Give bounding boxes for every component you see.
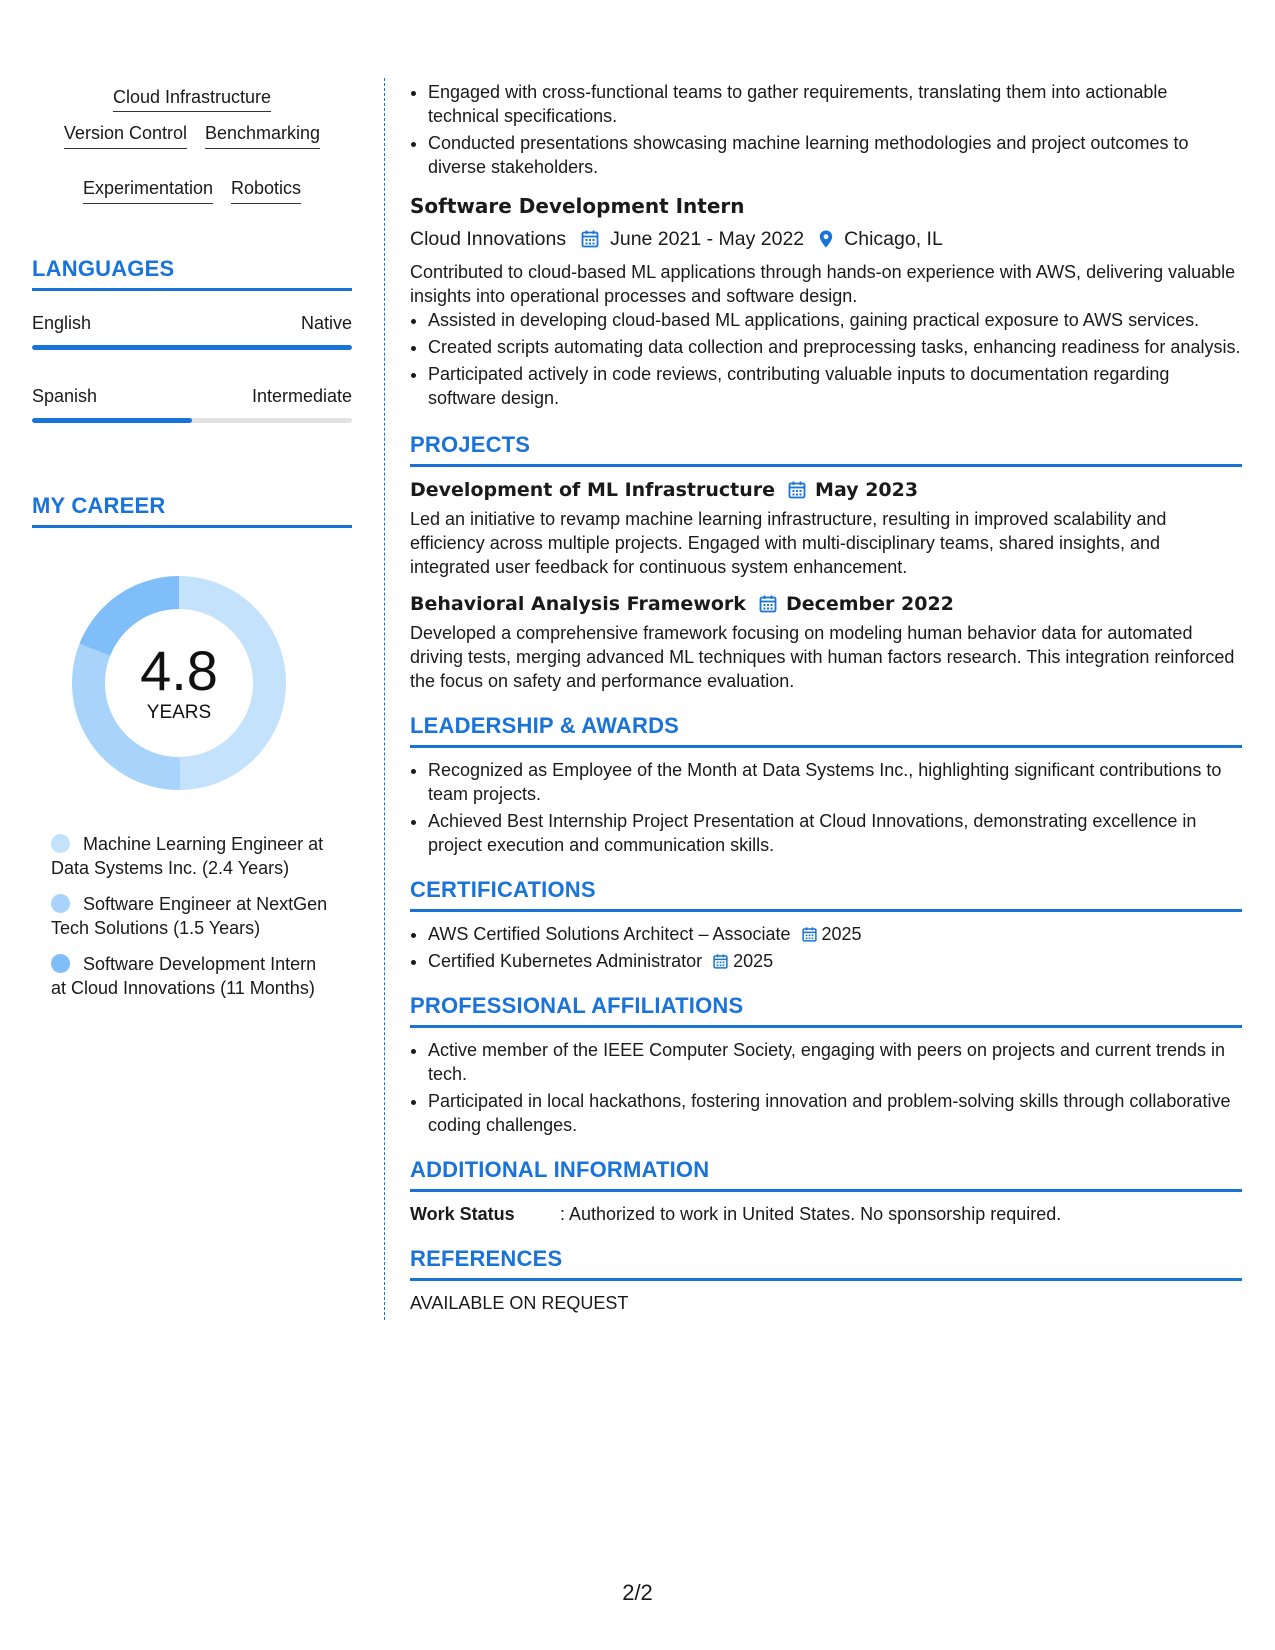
list-item: • Engaged with cross-functional teams to gather requirements, translating them into actionable technical specifications. <box>428 80 1242 128</box>
project-description: Developed a comprehensive framework focusing on modeling human behavior data for automated driving tests, merging advanced ML techniques with human factors research. This integration reinforced the focus on safety and performance evaluation. <box>410 623 1235 691</box>
skill-tag: Experimentation <box>83 177 213 204</box>
legend-item <box>51 832 331 880</box>
cert-name: • Certified Kubernetes Administrator <box>428 951 703 971</box>
calendar-icon <box>712 953 729 970</box>
legend-label: Software Development Intern at Cloud Innovations (11 Months) <box>51 954 317 998</box>
job-title: Software Development Intern <box>410 194 745 218</box>
leadership-section <box>410 713 1242 857</box>
list-item: • Achieved Best Internship Project Presentation at Cloud Innovations, demonstrating excellence in project execution and communication skills. <box>428 809 1242 857</box>
job-summary: Contributed to cloud-based ML applications through hands-on experience with AWS, delivering valuable insights into operational processes and software design. <box>410 262 1236 306</box>
certifications-list <box>410 922 1242 973</box>
project-header <box>410 477 1242 503</box>
language-level: Intermediate <box>251 386 352 406</box>
language-bar-fill <box>32 418 192 423</box>
career-total-value: 4.8 <box>140 639 218 702</box>
project-name: Behavioral Analysis Framework <box>410 593 746 615</box>
list-item: • Assisted in developing cloud-based ML applications, gaining practical exposure to AWS services. <box>428 308 1242 332</box>
list-item: • Participated in local hackathons, fostering innovation and problem-solving skills through collaborative coding challenges. <box>428 1089 1242 1137</box>
page-number: 2/2 <box>622 1580 653 1605</box>
career-heading: MY CAREER <box>32 493 352 528</box>
career-section <box>32 493 352 1000</box>
cert-year: 2025 <box>733 951 774 971</box>
project-header <box>410 591 1242 617</box>
cert-name: • AWS Certified Solutions Architect – Associate <box>428 924 791 944</box>
legend-dot <box>51 954 70 973</box>
languages-heading: LANGUAGES <box>32 256 352 291</box>
language-level: Native <box>300 313 352 333</box>
affiliations-list <box>410 1038 1242 1137</box>
legend-item <box>51 892 331 940</box>
skill-tag <box>32 86 352 108</box>
job-dates: June 2021 - May 2022 <box>610 228 805 250</box>
column-divider <box>384 78 385 1320</box>
list-item <box>428 949 1242 973</box>
map-pin-icon <box>816 229 836 249</box>
certifications-section <box>410 877 1242 973</box>
languages-section <box>32 256 352 423</box>
info-key: Work Status <box>410 1204 515 1224</box>
calendar-icon <box>580 229 600 249</box>
projects-heading: PROJECTS <box>410 432 1242 467</box>
list-item: • Conducted presentations showcasing machine learning methodologies and project outcomes to diverse stakeholders. <box>428 131 1242 179</box>
previous-job-bullets <box>410 80 1242 179</box>
skill-tag: Benchmarking <box>205 122 320 149</box>
additional-info-heading: ADDITIONAL INFORMATION <box>410 1157 1242 1192</box>
project-name: Development of ML Infrastructure <box>410 479 776 501</box>
legend-dot <box>51 894 70 913</box>
legend-item <box>51 952 331 1000</box>
language-name: English <box>32 313 92 333</box>
list-item: • Recognized as Employee of the Month at Data Systems Inc., highlighting significant contributions to team projects. <box>428 758 1242 806</box>
affiliations-section <box>410 993 1242 1137</box>
skill-tag: Robotics <box>231 177 301 204</box>
language-row <box>32 313 352 333</box>
additional-info-section <box>410 1157 1242 1226</box>
leadership-heading: LEADERSHIP & AWARDS <box>410 713 1242 748</box>
affiliations-heading: PROFESSIONAL AFFILIATIONS <box>410 993 1242 1028</box>
job-location: Chicago, IL <box>844 228 943 250</box>
career-total-unit: YEARS <box>146 702 212 723</box>
project-date: May 2023 <box>815 479 919 501</box>
language-bar-fill <box>32 345 352 350</box>
info-value: : Authorized to work in United States. No sponsorship required. <box>560 1204 1062 1224</box>
sidebar <box>32 78 352 1012</box>
language-bar <box>32 418 352 423</box>
references-section <box>410 1246 1242 1315</box>
list-item: • Created scripts automating data collection and preprocessing tasks, enhancing readiness for analysis. <box>428 335 1242 359</box>
language-row <box>32 386 352 406</box>
career-legend <box>51 832 331 1000</box>
project-description: Led an initiative to revamp machine learning infrastructure, resulting in improved scalability and efficiency across multiple projects. Engaged with multi-disciplinary teams, shared insights, and integrated user feedback for continuous system enhancement. <box>410 509 1167 577</box>
references-heading: REFERENCES <box>410 1246 1242 1281</box>
legend-label: Machine Learning Engineer at Data Systems Inc. (2.4 Years) <box>51 834 324 878</box>
list-item: • Participated actively in code reviews, contributing valuable inputs to documentation regarding software design. <box>428 362 1242 410</box>
calendar-icon <box>801 926 818 943</box>
calendar-icon <box>758 594 778 614</box>
legend-dot <box>51 834 70 853</box>
skills-list <box>32 78 352 204</box>
project-date: December 2022 <box>785 593 954 615</box>
cert-year: 2025 <box>821 924 862 944</box>
skill-tag-text: Cloud Infrastructure <box>113 87 271 112</box>
certifications-heading: CERTIFICATIONS <box>410 877 1242 912</box>
list-item <box>428 922 1242 946</box>
language-name: Spanish <box>32 386 98 406</box>
legend-label: Software Engineer at NextGen Tech Solutions (1.5 Years) <box>51 894 328 938</box>
job-company: Cloud Innovations <box>410 228 567 250</box>
main-content <box>410 80 1242 1315</box>
info-row <box>410 1202 1242 1226</box>
job-bullets <box>410 308 1242 410</box>
projects-section <box>410 432 1242 693</box>
language-bar <box>32 345 352 350</box>
career-donut-chart <box>66 570 292 796</box>
skill-tag: Version Control <box>64 122 187 149</box>
calendar-icon <box>787 480 807 500</box>
leadership-list <box>410 758 1242 857</box>
references-text: AVAILABLE ON REQUEST <box>410 1293 629 1313</box>
list-item: • Active member of the IEEE Computer Society, engaging with peers on projects and current trends in tech. <box>428 1038 1242 1086</box>
job-meta <box>410 226 1242 252</box>
